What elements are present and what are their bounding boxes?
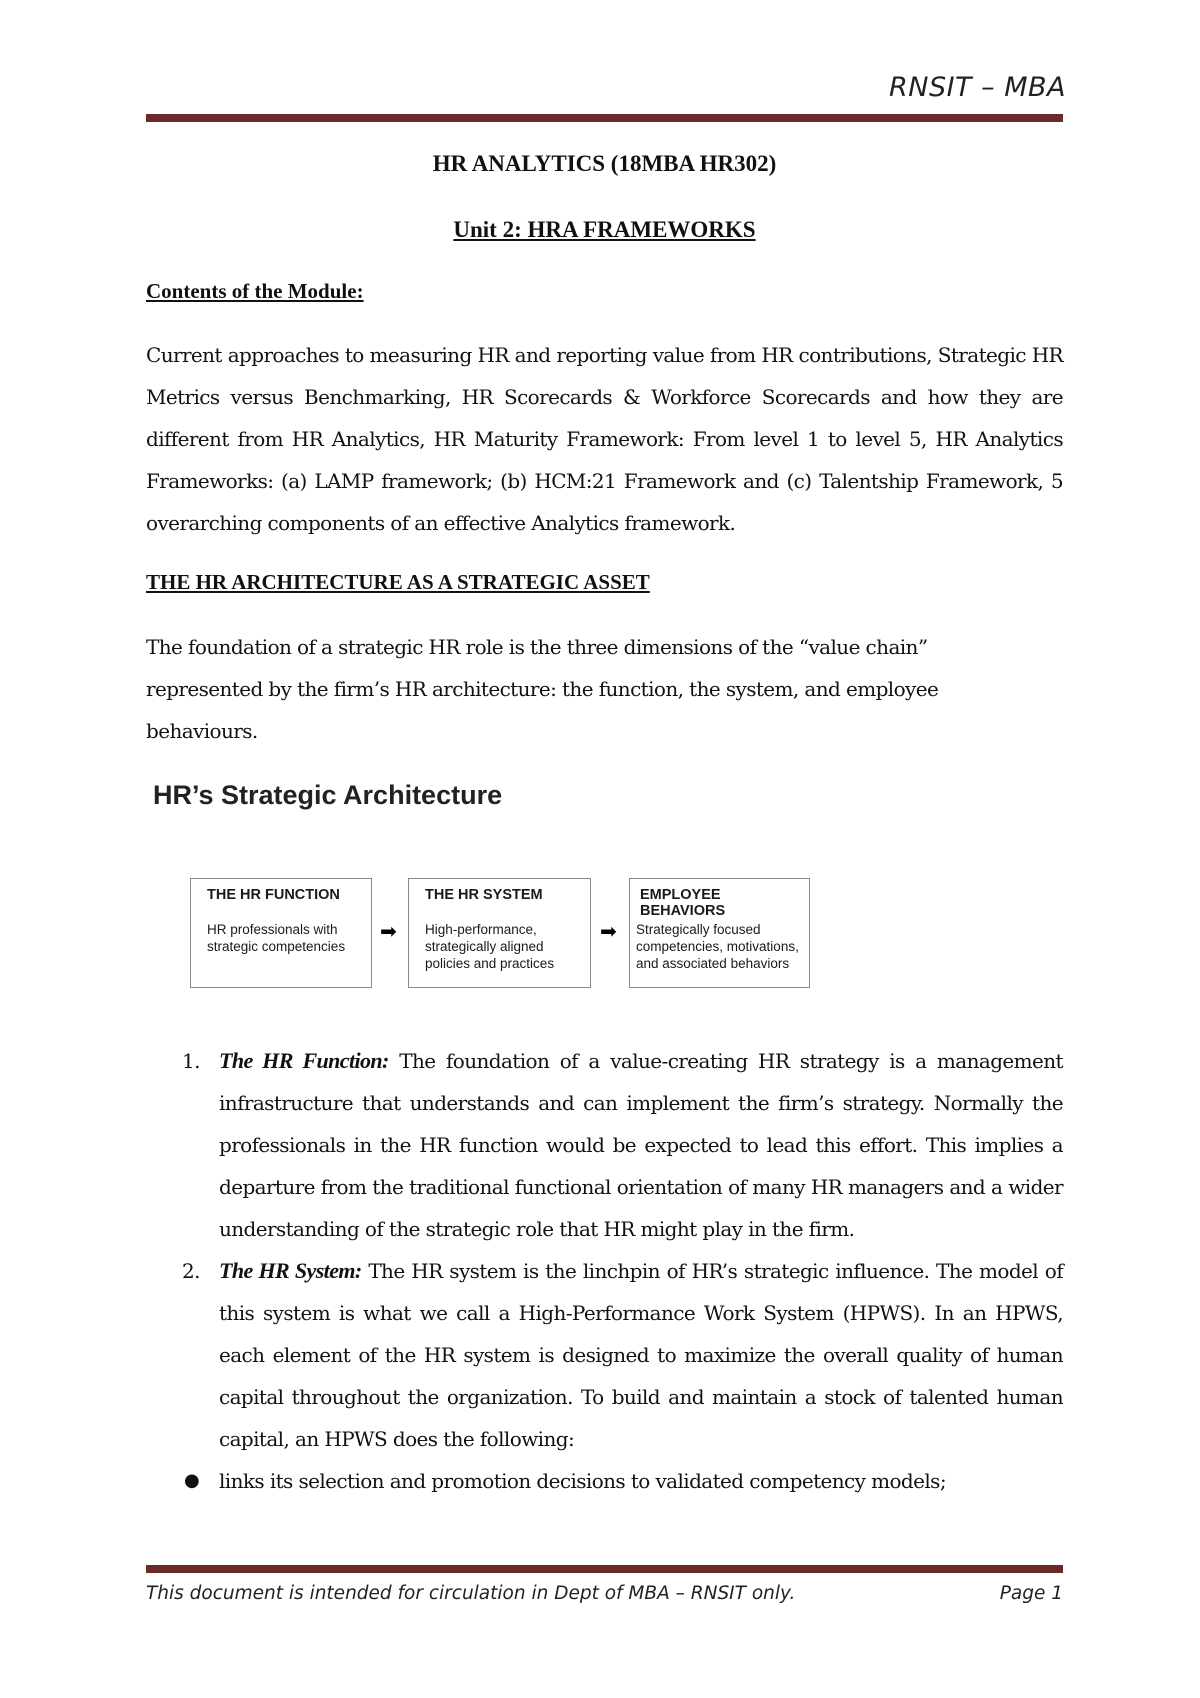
hr-function-box bbox=[190, 878, 372, 988]
section-paragraph: The foundation of a strategic HR role is the three dimensions of the “value chain” represented by the firm’s HR architecture: the function, the system, and employee behaviours. bbox=[146, 635, 939, 743]
list-item-label: The HR Function: bbox=[219, 1048, 389, 1073]
list-item-number: 2. bbox=[182, 1259, 200, 1283]
figure-title: HR’s Strategic Architecture bbox=[153, 780, 503, 810]
bullet-icon: ● bbox=[184, 1470, 200, 1491]
list-item-number: 1. bbox=[182, 1049, 200, 1073]
footer-note: This document is intended for circulation in Dept of MBA – RNSIT only. bbox=[146, 1583, 796, 1604]
hr-system-box-text: High-performance, strategically aligned policies and practices bbox=[425, 922, 555, 971]
course-title: HR ANALYTICS (18MBA HR302) bbox=[432, 151, 777, 176]
list-item-text: The foundation of a value-creating HR strategy is a management infrastructure that understands and can implement the firm’s strategy. Normally the professionals in the HR function would be expected to lead this effort. This implies a departure from the traditional functional orientation of many HR managers and a wider understanding of the strategic role that HR might play in the firm. bbox=[219, 1049, 1063, 1241]
header-rule bbox=[146, 114, 1063, 122]
arrow-right-icon: ➡ bbox=[600, 919, 617, 943]
contents-paragraph: Current approaches to measuring HR and reporting value from HR contributions, Strategic HR Metrics versus Benchmarking, HR Scorecards & Workforce Scorecards and how they are different from HR Analytics, HR Maturity Framework: From level 1 to level 5, HR Analytics Frameworks: (a) LAMP framework; (b) HCM:21 Framework and (c) Talentship Framework, 5 overarching components of an effective Analytics framework. bbox=[146, 343, 1063, 535]
hr-function-box-heading: THE HR FUNCTION bbox=[207, 887, 340, 903]
bullet-item-text: links its selection and promotion decisions to validated competency models; bbox=[219, 1469, 946, 1493]
architecture-list bbox=[146, 1040, 1063, 1502]
header-brand: RNSIT – MBA bbox=[888, 72, 1066, 103]
hr-system-box bbox=[408, 878, 591, 988]
list-item bbox=[146, 1250, 1063, 1460]
footer-rule bbox=[146, 1565, 1063, 1573]
list-item bbox=[146, 1040, 1063, 1250]
arrow-right-icon: ➡ bbox=[380, 919, 397, 943]
hr-system-box-heading: THE HR SYSTEM bbox=[425, 887, 543, 903]
employee-behaviors-box-heading: EMPLOYEE BEHAVIORS bbox=[640, 887, 726, 919]
section-heading: THE HR ARCHITECTURE AS A STRATEGIC ASSET bbox=[146, 570, 650, 594]
contents-heading: Contents of the Module: bbox=[146, 279, 364, 303]
hr-function-box-text: HR professionals with strategic competencies bbox=[207, 922, 346, 954]
list-item-label: The HR System: bbox=[219, 1258, 362, 1283]
employee-behaviors-box bbox=[629, 878, 810, 988]
list-item-text: The HR system is the linchpin of HR’s strategic influence. The model of this system is what we call a High-Performance Work System (HPWS). In an HPWS, each element of the HR system is designed to maximize the overall quality of human capital throughout the organization. To build and maintain a stock of talented human capital, an HPWS does the following: bbox=[219, 1259, 1064, 1451]
unit-title: Unit 2: HRA FRAMEWORKS bbox=[453, 217, 756, 242]
page-number: Page 1 bbox=[999, 1583, 1063, 1604]
employee-behaviors-box-text: Strategically focused competencies, motivations, and associated behaviors bbox=[636, 922, 799, 971]
bullet-item bbox=[146, 1460, 1063, 1502]
